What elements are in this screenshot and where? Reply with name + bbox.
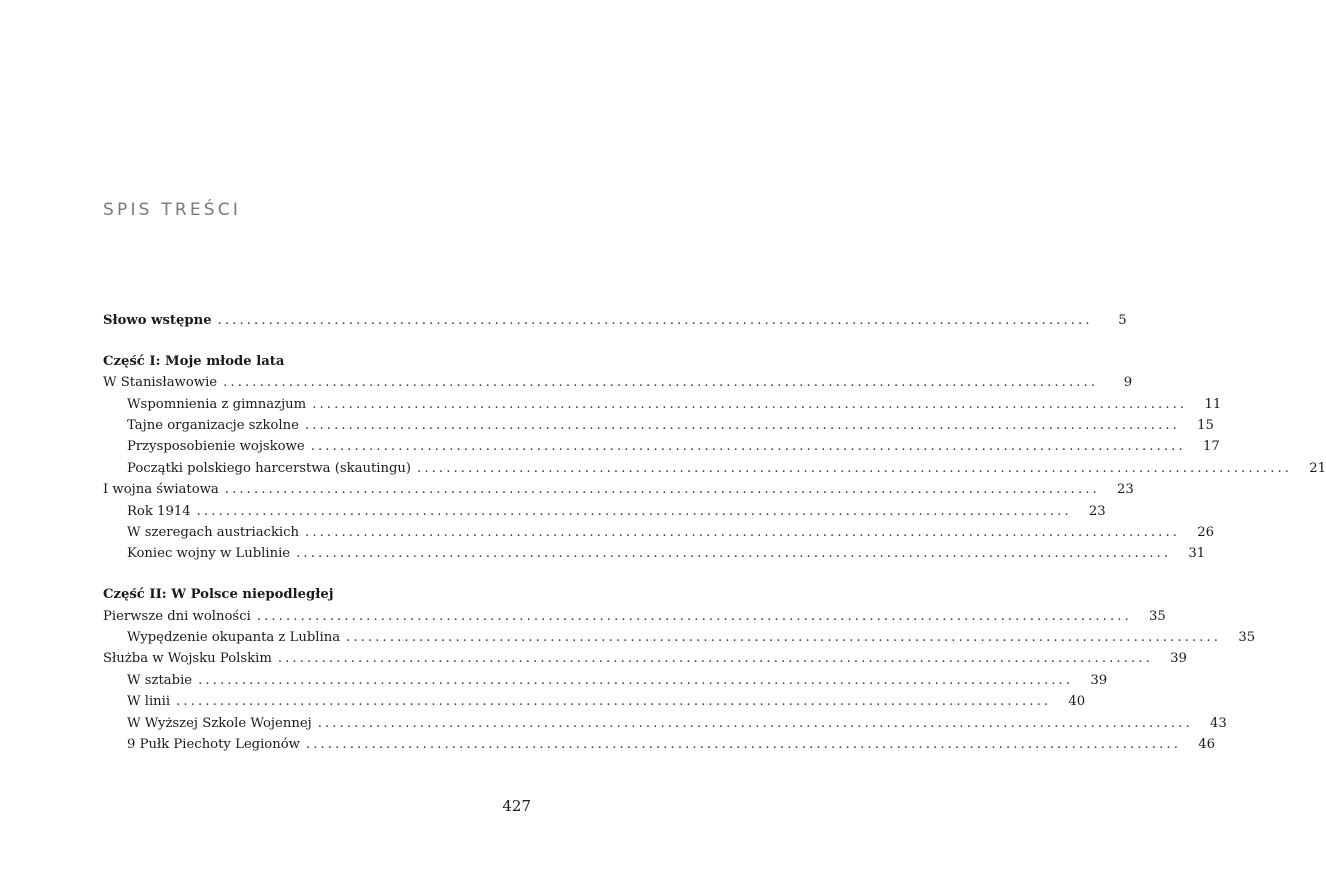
toc-entry-label: W szeregach austriackich	[127, 525, 300, 541]
dot-leader: ........................................................................................................................	[417, 460, 1293, 476]
toc-entry-label: Koniec wojny w Lublinie	[127, 546, 291, 562]
toc-entry-label: Początki polskiego harcerstwa (skautingu)	[127, 460, 412, 476]
toc-entry-label: Przysposobienie wojskowe	[127, 439, 305, 455]
dot-leader: ........................................................................................................................	[223, 375, 1099, 391]
toc-entry-page: 39	[1090, 672, 1108, 688]
toc-entry[interactable]	[103, 648, 1187, 669]
toc-entry-label: W Stanisławowie	[103, 375, 218, 391]
toc-subentry[interactable]	[103, 670, 1108, 691]
toc-subentry[interactable]	[103, 713, 1227, 734]
dot-leader: ........................................................................................................................	[176, 694, 1052, 710]
part-2-title: Część II: W Polsce niepodległej	[103, 587, 334, 603]
toc-entry-page: 35	[1149, 608, 1166, 624]
toc-subentry[interactable]	[103, 691, 1086, 712]
dot-leader: ........................................................................................................................	[277, 651, 1153, 667]
toc-entry[interactable]	[103, 606, 1166, 627]
toc-entry-label: Rok 1914	[127, 503, 191, 519]
dot-leader: ........................................................................................................................	[346, 630, 1222, 646]
toc-entry-page: 35	[1238, 630, 1256, 646]
toc-subentry[interactable]	[103, 543, 1206, 564]
toc-subentry[interactable]	[103, 436, 1220, 457]
toc-entry[interactable]	[103, 479, 1134, 500]
toc-entry[interactable]	[103, 372, 1133, 393]
toc-entry-label: 9 Pułk Piechoty Legionów	[127, 737, 300, 753]
toc-subentry[interactable]	[103, 501, 1106, 522]
toc-entry-page: 43	[1209, 715, 1227, 731]
toc-entry-label: Służba w Wojsku Polskim	[103, 651, 272, 667]
toc-entry-page: 39	[1170, 651, 1187, 667]
dot-leader: ........................................................................................................................	[310, 439, 1186, 455]
toc-subentry[interactable]	[103, 734, 1215, 755]
toc-entry-page: 23	[1088, 503, 1106, 519]
dot-leader: ........................................................................................................................	[312, 396, 1188, 412]
toc-entry-page: 17	[1202, 439, 1220, 455]
toc-entry-label: Wypędzenie okupanta z Lublina	[127, 630, 341, 646]
toc-entry-page: 9	[1123, 375, 1133, 391]
toc-entry-page: 21	[1309, 460, 1326, 476]
dot-leader: ........................................................................................................................	[317, 715, 1193, 731]
page-title: SPIS TREŚCI	[103, 200, 242, 220]
page-number: 427	[502, 797, 531, 815]
dot-leader: ........................................................................................................................	[198, 672, 1074, 688]
toc-entry-intro[interactable]	[103, 310, 1127, 331]
toc-entry-page: 46	[1198, 737, 1215, 753]
toc-entry-label: Wspomnienia z gimnazjum	[127, 396, 307, 412]
dot-leader: ........................................................................................................................	[305, 737, 1181, 753]
part-1-title: Część I: Moje młode lata	[103, 353, 285, 369]
toc-subentry[interactable]	[103, 394, 1222, 415]
toc-subentry[interactable]	[103, 522, 1215, 543]
table-of-contents	[103, 310, 1326, 755]
toc-entry-page: 15	[1197, 418, 1214, 434]
toc-entry-page: 26	[1197, 525, 1215, 541]
toc-entry-label: W Wyższej Szkole Wojennej	[127, 715, 312, 731]
toc-entry-page: 23	[1117, 482, 1134, 498]
toc-subentry[interactable]	[103, 627, 1256, 648]
dot-leader: ........................................................................................................................	[304, 418, 1180, 434]
dot-leader: ........................................................................................................................	[224, 482, 1100, 498]
toc-subentry[interactable]	[103, 415, 1214, 436]
toc-entry-label: Tajne organizacje szkolne	[127, 418, 299, 434]
toc-entry-label: W sztabie	[127, 672, 193, 688]
toc-entry-label: Słowo wstępne	[103, 313, 212, 328]
toc-entry-page: 5	[1118, 313, 1127, 328]
toc-entry-page: 40	[1068, 694, 1086, 710]
toc-entry-label: Pierwsze dni wolności	[103, 608, 251, 624]
toc-entry-label: W linii	[127, 694, 171, 710]
toc-entry-page: 31	[1188, 546, 1206, 562]
dot-leader: ........................................................................................................................	[296, 546, 1172, 562]
dot-leader: ........................................................................................................................	[217, 313, 1093, 328]
dot-leader: ........................................................................................................................	[256, 608, 1132, 624]
toc-subentry[interactable]	[103, 458, 1326, 479]
dot-leader: ........................................................................................................................	[196, 503, 1072, 519]
dot-leader: ........................................................................................................................	[305, 525, 1181, 541]
toc-entry-page: 11	[1204, 396, 1222, 412]
toc-entry-label: I wojna światowa	[103, 482, 219, 498]
